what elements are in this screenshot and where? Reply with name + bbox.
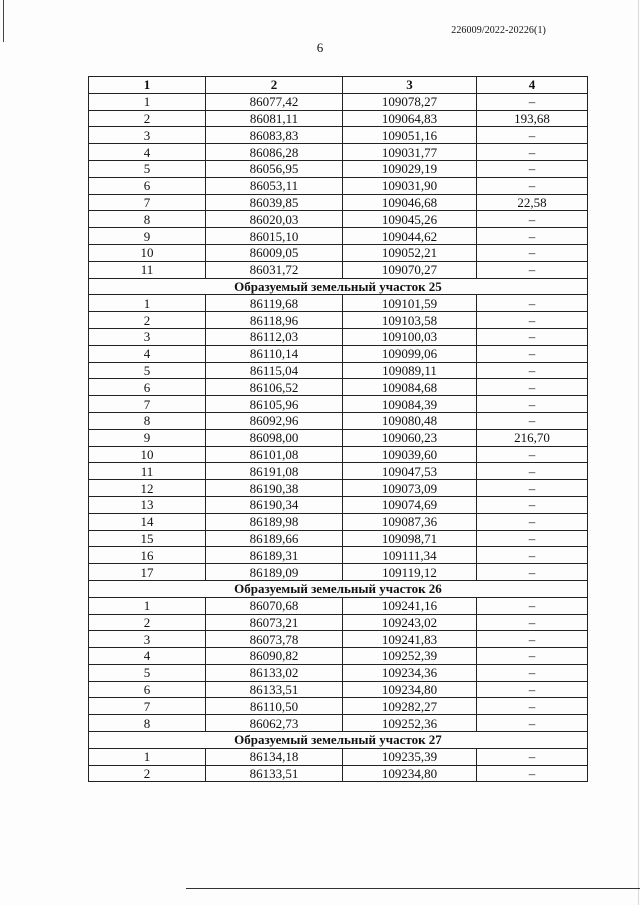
x-coordinate-cell: 86031,72 — [206, 261, 343, 278]
x-coordinate-cell: 86189,98 — [206, 513, 343, 530]
point-number-cell: 6 — [89, 379, 206, 396]
table-row — [89, 244, 588, 261]
y-coordinate-cell: 109074,69 — [343, 496, 477, 513]
point-number-cell: 11 — [89, 463, 206, 480]
y-coordinate-cell: 109252,36 — [343, 715, 477, 732]
x-coordinate-cell: 86009,05 — [206, 244, 343, 261]
x-coordinate-cell: 86119,68 — [206, 295, 343, 312]
x-coordinate-cell: 86191,08 — [206, 463, 343, 480]
distance-cell: – — [477, 127, 588, 144]
point-number-cell: 4 — [89, 144, 206, 161]
y-coordinate-cell: 109060,23 — [343, 429, 477, 446]
point-number-cell: 7 — [89, 396, 206, 413]
distance-cell: – — [477, 715, 588, 732]
x-coordinate-cell: 86133,02 — [206, 664, 343, 681]
y-coordinate-cell: 109235,39 — [343, 748, 477, 765]
y-coordinate-cell: 109241,83 — [343, 631, 477, 648]
section-title: Образуемый земельный участок 27 — [89, 732, 588, 749]
distance-cell: – — [477, 244, 588, 261]
x-coordinate-cell: 86110,14 — [206, 345, 343, 362]
x-coordinate-cell: 86110,50 — [206, 698, 343, 715]
distance-cell: – — [477, 228, 588, 245]
x-coordinate-cell: 86112,03 — [206, 328, 343, 345]
y-coordinate-cell: 109084,39 — [343, 396, 477, 413]
table-row — [89, 328, 588, 345]
scan-edge-mark — [3, 0, 4, 42]
distance-cell: – — [477, 496, 588, 513]
x-coordinate-cell: 86189,31 — [206, 547, 343, 564]
point-number-cell: 11 — [89, 261, 206, 278]
distance-cell: – — [477, 530, 588, 547]
x-coordinate-cell: 86077,42 — [206, 93, 343, 110]
distance-cell: – — [477, 748, 588, 765]
table-row — [89, 597, 588, 614]
distance-cell: – — [477, 698, 588, 715]
table-row — [89, 446, 588, 463]
table-row — [89, 379, 588, 396]
x-coordinate-cell: 86092,96 — [206, 412, 343, 429]
table-body — [89, 93, 588, 782]
table-row — [89, 412, 588, 429]
distance-cell: – — [477, 547, 588, 564]
x-coordinate-cell: 86090,82 — [206, 648, 343, 665]
x-coordinate-cell: 86020,03 — [206, 211, 343, 228]
table-row — [89, 564, 588, 581]
y-coordinate-cell: 109073,09 — [343, 480, 477, 497]
y-coordinate-cell: 109039,60 — [343, 446, 477, 463]
point-number-cell: 6 — [89, 177, 206, 194]
point-number-cell: 2 — [89, 110, 206, 127]
y-coordinate-cell: 109078,27 — [343, 93, 477, 110]
x-coordinate-cell: 86073,21 — [206, 614, 343, 631]
x-coordinate-cell: 86189,66 — [206, 530, 343, 547]
distance-cell: – — [477, 631, 588, 648]
y-coordinate-cell: 109089,11 — [343, 362, 477, 379]
table-row — [89, 648, 588, 665]
coordinates-table — [88, 76, 588, 782]
distance-cell: – — [477, 412, 588, 429]
x-coordinate-cell: 86189,09 — [206, 564, 343, 581]
table-row — [89, 698, 588, 715]
y-coordinate-cell: 109080,48 — [343, 412, 477, 429]
point-number-cell: 10 — [89, 446, 206, 463]
table-row — [89, 396, 588, 413]
point-number-cell: 6 — [89, 681, 206, 698]
point-number-cell: 1 — [89, 748, 206, 765]
table-row — [89, 93, 588, 110]
column-header: 2 — [206, 77, 343, 94]
point-number-cell: 2 — [89, 765, 206, 782]
y-coordinate-cell: 109101,59 — [343, 295, 477, 312]
distance-cell: – — [477, 295, 588, 312]
distance-cell: – — [477, 211, 588, 228]
point-number-cell: 4 — [89, 648, 206, 665]
point-number-cell: 5 — [89, 664, 206, 681]
x-coordinate-cell: 86115,04 — [206, 362, 343, 379]
point-number-cell: 7 — [89, 698, 206, 715]
y-coordinate-cell: 109243,02 — [343, 614, 477, 631]
y-coordinate-cell: 109031,90 — [343, 177, 477, 194]
y-coordinate-cell: 109282,27 — [343, 698, 477, 715]
distance-cell: – — [477, 513, 588, 530]
x-coordinate-cell: 86039,85 — [206, 194, 343, 211]
x-coordinate-cell: 86190,38 — [206, 480, 343, 497]
y-coordinate-cell: 109099,06 — [343, 345, 477, 362]
point-number-cell: 1 — [89, 597, 206, 614]
x-coordinate-cell: 86098,00 — [206, 429, 343, 446]
y-coordinate-cell: 109052,21 — [343, 244, 477, 261]
distance-cell: – — [477, 664, 588, 681]
table-row — [89, 631, 588, 648]
point-number-cell: 8 — [89, 412, 206, 429]
distance-cell: – — [477, 177, 588, 194]
scan-edge-shadow — [638, 0, 639, 905]
distance-cell: 22,58 — [477, 194, 588, 211]
table-row — [89, 463, 588, 480]
y-coordinate-cell: 109098,71 — [343, 530, 477, 547]
table-row — [89, 681, 588, 698]
distance-cell: – — [477, 312, 588, 329]
column-header: 1 — [89, 77, 206, 94]
point-number-cell: 3 — [89, 127, 206, 144]
y-coordinate-cell: 109234,80 — [343, 765, 477, 782]
x-coordinate-cell: 86118,96 — [206, 312, 343, 329]
distance-cell: – — [477, 681, 588, 698]
y-coordinate-cell: 109031,77 — [343, 144, 477, 161]
page-number: 6 — [316, 40, 324, 55]
y-coordinate-cell: 109084,68 — [343, 379, 477, 396]
distance-cell: – — [477, 144, 588, 161]
x-coordinate-cell: 86190,34 — [206, 496, 343, 513]
table-row — [89, 110, 588, 127]
x-coordinate-cell: 86086,28 — [206, 144, 343, 161]
point-number-cell: 8 — [89, 211, 206, 228]
y-coordinate-cell: 109045,26 — [343, 211, 477, 228]
point-number-cell: 14 — [89, 513, 206, 530]
point-number-cell: 5 — [89, 362, 206, 379]
y-coordinate-cell: 109044,62 — [343, 228, 477, 245]
scan-bottom-line — [186, 888, 640, 889]
x-coordinate-cell: 86056,95 — [206, 160, 343, 177]
point-number-cell: 9 — [89, 228, 206, 245]
x-coordinate-cell: 86134,18 — [206, 748, 343, 765]
distance-cell: – — [477, 564, 588, 581]
distance-cell: – — [477, 345, 588, 362]
distance-cell: – — [477, 463, 588, 480]
table-row — [89, 194, 588, 211]
y-coordinate-cell: 109252,39 — [343, 648, 477, 665]
x-coordinate-cell: 86062,73 — [206, 715, 343, 732]
point-number-cell: 9 — [89, 429, 206, 446]
table-row — [89, 211, 588, 228]
x-coordinate-cell: 86081,11 — [206, 110, 343, 127]
distance-cell: – — [477, 648, 588, 665]
table-row — [89, 614, 588, 631]
section-title: Образуемый земельный участок 26 — [89, 580, 588, 597]
point-number-cell: 5 — [89, 160, 206, 177]
x-coordinate-cell: 86015,10 — [206, 228, 343, 245]
x-coordinate-cell: 86133,51 — [206, 765, 343, 782]
y-coordinate-cell: 109100,03 — [343, 328, 477, 345]
x-coordinate-cell: 86106,52 — [206, 379, 343, 396]
distance-cell: – — [477, 614, 588, 631]
distance-cell: – — [477, 93, 588, 110]
x-coordinate-cell: 86133,51 — [206, 681, 343, 698]
distance-cell: – — [477, 396, 588, 413]
point-number-cell: 7 — [89, 194, 206, 211]
column-header: 3 — [343, 77, 477, 94]
y-coordinate-cell: 109051,16 — [343, 127, 477, 144]
distance-cell: – — [477, 765, 588, 782]
table-row — [89, 480, 588, 497]
point-number-cell: 17 — [89, 564, 206, 581]
x-coordinate-cell: 86053,11 — [206, 177, 343, 194]
table-row — [89, 664, 588, 681]
distance-cell: – — [477, 446, 588, 463]
distance-cell: – — [477, 362, 588, 379]
table-row — [89, 765, 588, 782]
y-coordinate-cell: 109046,68 — [343, 194, 477, 211]
point-number-cell: 3 — [89, 328, 206, 345]
point-number-cell: 3 — [89, 631, 206, 648]
distance-cell: – — [477, 597, 588, 614]
y-coordinate-cell: 109064,83 — [343, 110, 477, 127]
point-number-cell: 15 — [89, 530, 206, 547]
point-number-cell: 13 — [89, 496, 206, 513]
point-number-cell: 4 — [89, 345, 206, 362]
point-number-cell: 12 — [89, 480, 206, 497]
distance-cell: – — [477, 480, 588, 497]
table-row — [89, 715, 588, 732]
section-row — [89, 580, 588, 597]
table-row — [89, 127, 588, 144]
table-row — [89, 496, 588, 513]
section-row — [89, 732, 588, 749]
distance-cell: – — [477, 328, 588, 345]
y-coordinate-cell: 109241,16 — [343, 597, 477, 614]
distance-cell: – — [477, 379, 588, 396]
section-row — [89, 278, 588, 295]
distance-cell: 216,70 — [477, 429, 588, 446]
point-number-cell: 1 — [89, 295, 206, 312]
table-row — [89, 345, 588, 362]
x-coordinate-cell: 86101,08 — [206, 446, 343, 463]
distance-cell: – — [477, 160, 588, 177]
table-row — [89, 547, 588, 564]
y-coordinate-cell: 109234,36 — [343, 664, 477, 681]
section-title: Образуемый земельный участок 25 — [89, 278, 588, 295]
x-coordinate-cell: 86105,96 — [206, 396, 343, 413]
x-coordinate-cell: 86073,78 — [206, 631, 343, 648]
table-row — [89, 261, 588, 278]
y-coordinate-cell: 109111,34 — [343, 547, 477, 564]
column-header: 4 — [477, 77, 588, 94]
point-number-cell: 16 — [89, 547, 206, 564]
x-coordinate-cell: 86070,68 — [206, 597, 343, 614]
y-coordinate-cell: 109047,53 — [343, 463, 477, 480]
table-row — [89, 513, 588, 530]
y-coordinate-cell: 109070,27 — [343, 261, 477, 278]
document-number: 226009/2022-20226(1) — [451, 25, 546, 36]
y-coordinate-cell: 109029,19 — [343, 160, 477, 177]
y-coordinate-cell: 109234,80 — [343, 681, 477, 698]
table-row — [89, 362, 588, 379]
point-number-cell: 8 — [89, 715, 206, 732]
distance-cell: – — [477, 261, 588, 278]
table-row — [89, 429, 588, 446]
x-coordinate-cell: 86083,83 — [206, 127, 343, 144]
table-row — [89, 748, 588, 765]
table-row — [89, 530, 588, 547]
table-row — [89, 312, 588, 329]
table-row — [89, 177, 588, 194]
table-row — [89, 228, 588, 245]
table-row — [89, 295, 588, 312]
y-coordinate-cell: 109087,36 — [343, 513, 477, 530]
point-number-cell: 2 — [89, 614, 206, 631]
point-number-cell: 2 — [89, 312, 206, 329]
y-coordinate-cell: 109103,58 — [343, 312, 477, 329]
table-header-row — [89, 77, 588, 94]
point-number-cell: 10 — [89, 244, 206, 261]
point-number-cell: 1 — [89, 93, 206, 110]
table-row — [89, 160, 588, 177]
distance-cell: 193,68 — [477, 110, 588, 127]
table-row — [89, 144, 588, 161]
y-coordinate-cell: 109119,12 — [343, 564, 477, 581]
